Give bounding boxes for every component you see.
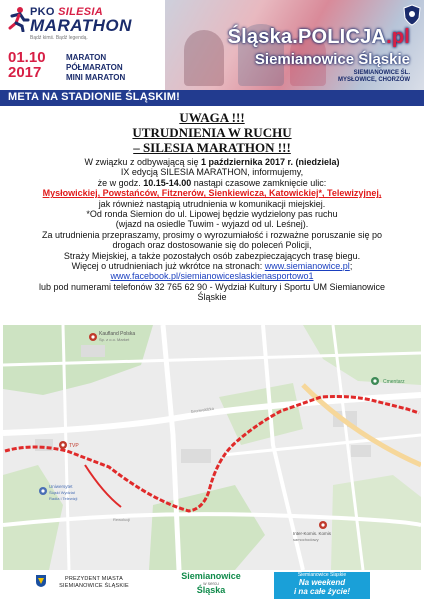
notice-body [0, 157, 424, 303]
traffic-notice [0, 110, 424, 303]
notice-headline: – SILESIA MARATHON !!! [133, 140, 291, 155]
map-pin-icon [371, 377, 379, 385]
police-sub-line: MYSŁOWICE, CHORZÓW [338, 77, 410, 83]
police-logo [228, 26, 410, 84]
map-label-uniwersytet-sub: Śląski Wydział [49, 490, 75, 495]
map-label-komis-sub: samochodowy [293, 537, 319, 542]
map-label-kaufland-sub: Sp. z o.o. Market [99, 337, 130, 342]
route-map [3, 325, 421, 570]
race-list [66, 53, 125, 83]
logo-silesia: SILESIA [58, 6, 103, 18]
map-pin-icon [59, 441, 67, 449]
city-brand-line: Śląska [196, 585, 226, 595]
city-website-link[interactable]: www.siemianowice.pl [264, 261, 350, 272]
map-label-uniwersytet-sub2: Radia i Telewizji [49, 496, 78, 501]
map-label-cmentarz: Cmentarz [383, 379, 405, 385]
facebook-link[interactable]: www.facebook.pl/siemianowiceslaskienasportowo1 [110, 271, 314, 282]
closure-time: 10.15-14.00 [143, 177, 192, 188]
notice-warning: UWAGA !!! [179, 110, 245, 125]
event-date-day: 01.10 [8, 49, 46, 66]
weekend-line: i na całe życie! [293, 587, 351, 596]
notice-line: Więcej o utrudnieniach już wkrótce na stronach: www.siemianowice.pl; [71, 261, 353, 272]
map-pin-icon [319, 521, 327, 529]
weekend-logo [274, 572, 370, 599]
building [81, 345, 105, 357]
weekend-line: Na weekend [298, 578, 346, 587]
race-item: MARATON [66, 53, 107, 62]
closed-streets: Mysłowickiej, Powstańców, Fitznerów, Sienkiewicza, Katowickiej*, Telewizyjnej, [42, 188, 382, 199]
logo-marathon: MARATHON [30, 16, 132, 35]
notice-line: W związku z odbywającą się 1 października 2017 r. (niedziela) [84, 157, 340, 167]
mayor-logo [52, 576, 136, 589]
city-brand-line: w sercu [203, 581, 219, 586]
notice-line: IX edycją SILESIA MARATHON, informujemy, [120, 167, 304, 178]
event-date [8, 50, 46, 80]
race-item: MINI MARATON [66, 73, 126, 82]
notice-line: (wjazd na osiedle Tuwim - wyjazd od ul. Leśnej). [115, 219, 309, 230]
police-badge-icon [402, 4, 422, 26]
map-label-uniwersytet: Uniwersytet [49, 484, 73, 489]
notice-line [0, 271, 424, 281]
notice-line: Za utrudnienia przepraszamy, prosimy o wyrozumiałość i rozważne poruszanie się po [42, 229, 382, 240]
sponsor-footer [0, 572, 424, 600]
notice-line: jak również nastąpią utrudnienia w komunikacji miejskiej. [98, 198, 326, 209]
police-sub-line: SIEMIANOWICE ŚL. [353, 70, 410, 76]
police-suffix: .pl [386, 26, 410, 48]
city-emblem-icon [35, 574, 47, 588]
city-brand-line: Siemianowice [181, 571, 241, 581]
police-sub [228, 70, 410, 84]
map-pin-icon [39, 487, 47, 495]
event-date-text: 1 października 2017 r. (niedziela) [200, 157, 340, 167]
notice-line: lub pod numerami telefonów 32 765 62 90 - Wydział Kultury i Sportu UM Siemianowice [38, 281, 386, 292]
map-label-kaufland: Kaufland Polska [99, 331, 136, 337]
mayor-line: SIEMIANOWICE ŚLĄSKIE [59, 582, 129, 589]
finish-text: META NA STADIONIE ŚLĄSKIM! [8, 91, 181, 103]
police-city: Siemianowice Śląskie [254, 51, 410, 68]
police-title: Śląska.POLICJA [227, 26, 387, 48]
marathon-logo [0, 0, 165, 92]
city-brand-logo [176, 572, 246, 595]
logo-pko: PKO [30, 6, 55, 18]
map-pin-icon [89, 333, 97, 341]
building [351, 445, 371, 457]
notice-line: Straży Miejskiej, a także pozostałych osób zabezpieczających trasę biegu. [63, 250, 361, 261]
runner-logo-icon [4, 6, 30, 32]
weekend-line: Siemianowice Śląskie [297, 572, 347, 578]
building [181, 449, 211, 463]
race-item: PÓŁMARATON [66, 63, 123, 72]
event-date-year: 2017 [8, 64, 42, 81]
marathon-banner [0, 0, 424, 106]
map-label-tvp: TVP [69, 443, 79, 449]
mayor-line: PREZYDENT MIASTA [64, 576, 123, 582]
notice-line: drogach oraz dostosowanie się do poleceń Policji, [112, 240, 312, 251]
logo-tagline: Bądź kimś. Bądź legendą. [30, 35, 88, 41]
notice-line: że w godz. 10.15-14.00 nastąpi czasowe zamknięcie ulic: [97, 177, 327, 188]
map-label-road: Rewolucji [113, 517, 131, 522]
map-label-komis: Inter-Komis. Komis [293, 531, 332, 536]
notice-line: *Od ronda Siemion do ul. Lipowej będzie wydzielony pas ruchu [86, 209, 338, 220]
map-label-road: Grunwaldzka [190, 405, 215, 414]
notice-headline: UTRUDNIENIA W RUCHU [132, 125, 292, 140]
notice-line: Śląskie [197, 292, 227, 303]
runner-silhouette [184, 30, 224, 86]
